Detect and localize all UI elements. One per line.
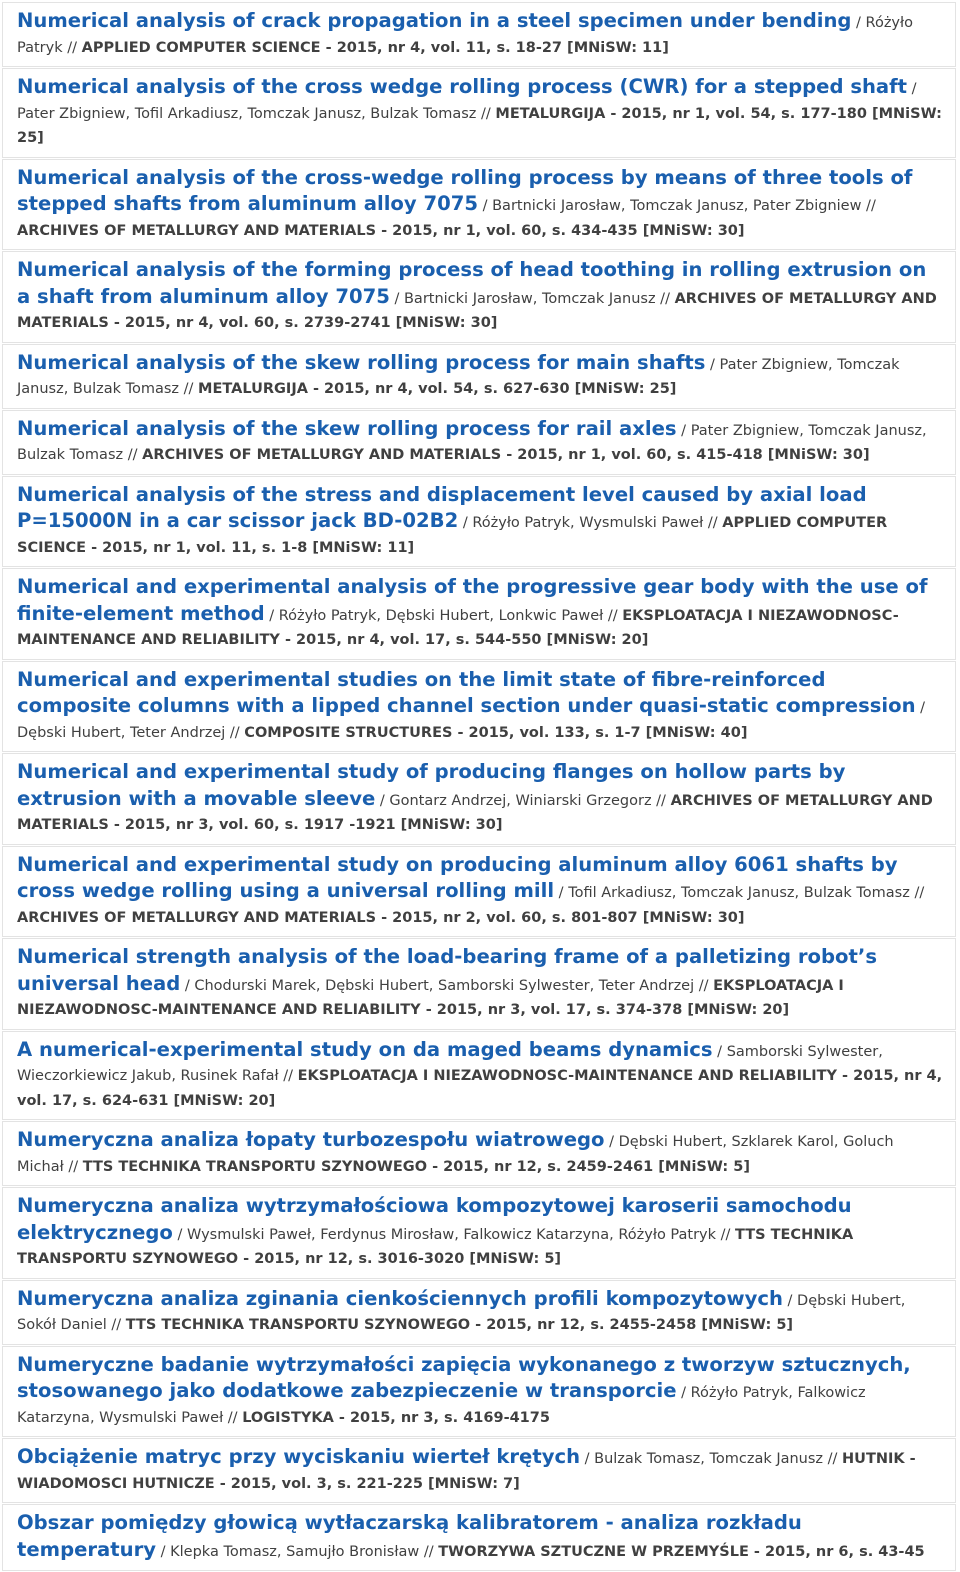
publication-citation: COMPOSITE STRUCTURES - 2015, vol. 133, s. 1-7 [MNiSW: 40] (244, 724, 748, 741)
publication-citation: METALURGIJA - 2015, nr 1, vol. 54, s. 177-180 [MNiSW: 25] (17, 105, 942, 146)
author-separator: / (172, 1226, 187, 1243)
publication-title-link[interactable]: Numerical and experimental study of producing flanges on hollow parts by extrusion with a movable sleeve (17, 760, 846, 810)
publication-citation: APPLIED COMPUTER SCIENCE - 2015, nr 1, vol. 11, s. 1-8 [MNiSW: 11] (17, 515, 888, 556)
author-separator: / (156, 1543, 171, 1560)
citation-separator: // (62, 39, 82, 56)
publication-title-link[interactable]: Numerical and experimental study on producing aluminum alloy 6061 shafts by cross wedge rolling using a universal rolling mill (17, 852, 898, 902)
publication-authors: Samborski Sylwester, Wieczorkiewicz Jakub, Rusinek Rafał (17, 1043, 883, 1084)
publication-entry (2, 568, 956, 660)
author-separator: / (580, 1451, 595, 1467)
publication-entry (2, 1280, 956, 1345)
publication-title-link[interactable]: Numerical analysis of the skew rolling process for main shafts (17, 350, 706, 374)
publication-citation: ARCHIVES OF METALLURGY AND MATERIALS - 2015, nr 3, vol. 60, s. 1917 -1921 [MNiSW: 30] (17, 792, 933, 833)
publication-title-link[interactable]: A numerical-experimental study on da maged beams dynamics (17, 1037, 713, 1061)
citation-separator: // (278, 1068, 298, 1084)
publication-entry (2, 1031, 956, 1121)
publication-entry (2, 1121, 956, 1186)
publication-authors: Bartnicki Jarosław, Tomczak Janusz (403, 290, 656, 307)
publication-authors: Pater Zbigniew, Tofil Arkadiusz, Tomczak Janusz, Bulzak Tomasz (17, 105, 477, 122)
publication-list (2, 2, 956, 1572)
publication-authors: Wysmulski Paweł, Ferdynus Mirosław, Falkowicz Katarzyna, Różyło Patryk (186, 1226, 717, 1243)
author-separator: / (604, 1134, 619, 1150)
citation-separator: // (123, 447, 143, 463)
publication-authors: Różyło Patryk, Falkowicz Katarzyna, Wysmulski Paweł (17, 1385, 866, 1426)
publication-authors: Różyło Patryk, Wysmulski Paweł (472, 515, 704, 531)
publication-citation: HUTNIK - WIADOMOSCI HUTNICZE - 2015, vol. 3, s. 221-225 [MNiSW: 7] (17, 1451, 916, 1492)
publication-citation: LOGISTYKA - 2015, nr 3, s. 4169-4175 (242, 1409, 550, 1426)
citation-separator: // (603, 607, 623, 624)
publication-entry (2, 1438, 956, 1503)
citation-separator: // (651, 792, 671, 809)
publication-authors: Chodurski Marek, Dębski Hubert, Samborski Sylwester, Teter Andrzej (194, 977, 695, 994)
author-separator: / (907, 81, 917, 97)
citation-separator: // (179, 381, 199, 397)
publication-entry (2, 938, 956, 1030)
citation-separator: // (694, 977, 714, 994)
author-separator: / (676, 1385, 691, 1401)
publication-citation: TTS TECHNIKA TRANSPORTU SZYNOWEGO - 2015, nr 12, s. 2455-2458 [MNiSW: 5] (125, 1317, 794, 1333)
publication-citation: ARCHIVES OF METALLURGY AND MATERIALS - 2015, nr 2, vol. 60, s. 801-807 [MNiSW: 30] (17, 909, 745, 926)
publication-authors: Dębski Hubert, Szklarek Karol, Goluch Michał (17, 1134, 894, 1175)
publication-title-link[interactable]: Numerical and experimental analysis of the progressive gear body with the use of finite-element method (17, 575, 928, 625)
publication-entry (2, 251, 956, 343)
author-separator: / (554, 885, 569, 901)
publication-authors: Dębski Hubert, Sokół Daniel (17, 1292, 906, 1333)
publication-entry (2, 2, 956, 67)
publication-title-link[interactable]: Numerical analysis of the forming process of head toothing in rolling extrusion on a shaft from aluminum alloy 7075 (17, 258, 927, 308)
author-separator: / (712, 1043, 727, 1060)
publication-entry (2, 68, 956, 158)
publication-citation: METALURGIJA - 2015, nr 4, vol. 54, s. 627-630 [MNiSW: 25] (198, 381, 677, 397)
author-separator: / (180, 977, 195, 994)
citation-separator: // (716, 1226, 736, 1243)
publication-title-link[interactable]: Numerical analysis of the stress and displacement level caused by axial load P=15000N in a car scissor jack BD-02B2 (17, 482, 867, 532)
author-separator: / (389, 290, 404, 307)
publication-citation: ARCHIVES OF METALLURGY AND MATERIALS - 2015, nr 4, vol. 60, s. 2739-2741 [MNiSW: 30] (17, 290, 937, 331)
publication-citation: EKSPLOATACJA I NIEZAWODNOSC-MAINTENANCE AND RELIABILITY - 2015, nr 3, vol. 17, s. 374-378 [MNiSW: 20] (17, 977, 844, 1018)
citation-separator: // (106, 1317, 126, 1333)
author-separator: / (264, 607, 279, 624)
publication-title-link[interactable]: Numerical analysis of crack propagation in a steel specimen under bending (17, 9, 852, 32)
publication-authors: Dębski Hubert, Teter Andrzej (17, 724, 226, 741)
publication-title-link[interactable]: Obszar pomiędzy głowicą wytłaczarską kalibratorem - analiza rozkładu temperatury (17, 1511, 802, 1561)
publication-authors: Pater Zbigniew, Tomczak Janusz, Bulzak Tomasz (17, 356, 900, 397)
publication-title-link[interactable]: Numeryczna analiza zginania cienkościennych profili kompozytowych (17, 1286, 783, 1310)
publication-authors: Różyło Patryk (17, 15, 914, 56)
publication-title-link[interactable]: Numeryczna analiza łopaty turbozespołu wiatrowego (17, 1128, 605, 1151)
publication-entry (2, 476, 956, 568)
publication-citation: TTS TECHNIKA TRANSPORTU SZYNOWEGO - 2015, nr 12, s. 2459-2461 [MNiSW: 5] (82, 1158, 750, 1175)
citation-separator: // (703, 515, 723, 531)
publication-citation: ARCHIVES OF METALLURGY AND MATERIALS - 2015, nr 1, vol. 60, s. 415-418 [MNiSW: 30] (142, 447, 870, 463)
publication-entry (2, 344, 956, 409)
publication-entry (2, 1187, 956, 1279)
publication-title-link[interactable]: Obciążenie matryc przy wyciskaniu wierteł krętych (17, 1445, 581, 1468)
citation-separator: // (861, 198, 876, 214)
publication-entry (2, 846, 956, 938)
citation-separator: // (655, 290, 675, 307)
citation-separator: // (225, 724, 245, 741)
author-separator: / (915, 700, 926, 716)
publication-citation: EKSPLOATACJA I NIEZAWODNOSC-MAINTENANCE AND RELIABILITY - 2015, nr 4, vol. 17, s. 544-550 [MNiSW: 20] (17, 607, 899, 648)
publication-authors: Pater Zbigniew, Tomczak Janusz, Bulzak Tomasz (17, 422, 927, 463)
publication-authors: Bartnicki Jarosław, Tomczak Janusz, Pater Zbigniew (492, 198, 862, 214)
publication-citation: APPLIED COMPUTER SCIENCE - 2015, nr 4, vol. 11, s. 18-27 [MNiSW: 11] (81, 39, 669, 56)
author-separator: / (851, 15, 866, 31)
publication-authors: Bulzak Tomasz, Tomczak Janusz (594, 1451, 824, 1467)
publication-entry (2, 410, 956, 475)
publication-citation: TTS TECHNIKA TRANSPORTU SZYNOWEGO - 2015, nr 12, s. 3016-3020 [MNiSW: 5] (17, 1226, 854, 1267)
publication-authors: Klepka Tomasz, Samujło Bronisław (170, 1543, 420, 1560)
publication-title-link[interactable]: Numerical analysis of the cross wedge rolling process (CWR) for a stepped shaft (17, 75, 908, 98)
publication-title-link[interactable]: Numerical analysis of the skew rolling process for rail axles (17, 416, 677, 440)
publication-entry (2, 661, 956, 753)
author-separator: / (375, 792, 390, 809)
publication-title-link[interactable]: Numerical and experimental studies on the limit state of fibre-reinforced composite columns with a lipped channel section under quasi-static compression (17, 667, 916, 717)
publication-title-link[interactable]: Numerical strength analysis of the load-bearing frame of a palletizing robot’s universal head (17, 945, 877, 995)
publication-authors: Tofil Arkadiusz, Tomczak Janusz, Bulzak Tomasz (568, 885, 910, 901)
publication-authors: Gontarz Andrzej, Winiarski Grzegorz (389, 792, 652, 809)
publication-citation: TWORZYWA SZTUCZNE W PRZEMYŚLE - 2015, nr 6, s. 43-45 (438, 1543, 925, 1560)
citation-separator: // (823, 1451, 843, 1467)
publication-title-link[interactable]: Numeryczna analiza wytrzymałościowa kompozytowej karoserii samochodu elektrycznego (17, 1194, 852, 1244)
author-separator: / (676, 422, 691, 439)
author-separator: / (705, 356, 720, 373)
citation-separator: // (223, 1409, 243, 1426)
publication-entry (2, 1346, 956, 1438)
citation-separator: // (909, 885, 925, 901)
publication-entry (2, 1504, 956, 1571)
author-separator: / (478, 198, 493, 214)
publication-title-link[interactable]: Numeryczne badanie wytrzymałości zapięcia wykonanego z tworzyw sztucznych, stosowanego jako dodatkowe zabezpieczenie w transporcie (17, 1352, 911, 1402)
citation-separator: // (63, 1158, 83, 1175)
publication-citation: EKSPLOATACJA I NIEZAWODNOSC-MAINTENANCE AND RELIABILITY - 2015, nr 4, vol. 17, s. 624-631 [MNiSW: 20] (17, 1068, 943, 1109)
publication-entry (2, 753, 956, 845)
publication-title-link[interactable]: Numerical analysis of the cross-wedge rolling process by means of three tools of stepped shafts from aluminum alloy 7075 (17, 165, 913, 215)
citation-separator: // (476, 105, 496, 122)
citation-separator: // (419, 1543, 439, 1560)
publication-citation: ARCHIVES OF METALLURGY AND MATERIALS - 2015, nr 1, vol. 60, s. 434-435 [MNiSW: 30] (17, 222, 745, 239)
publication-entry (2, 159, 956, 251)
publication-authors: Różyło Patryk, Dębski Hubert, Lonkwic Paweł (278, 607, 604, 624)
author-separator: / (458, 515, 473, 531)
author-separator: / (782, 1292, 798, 1309)
